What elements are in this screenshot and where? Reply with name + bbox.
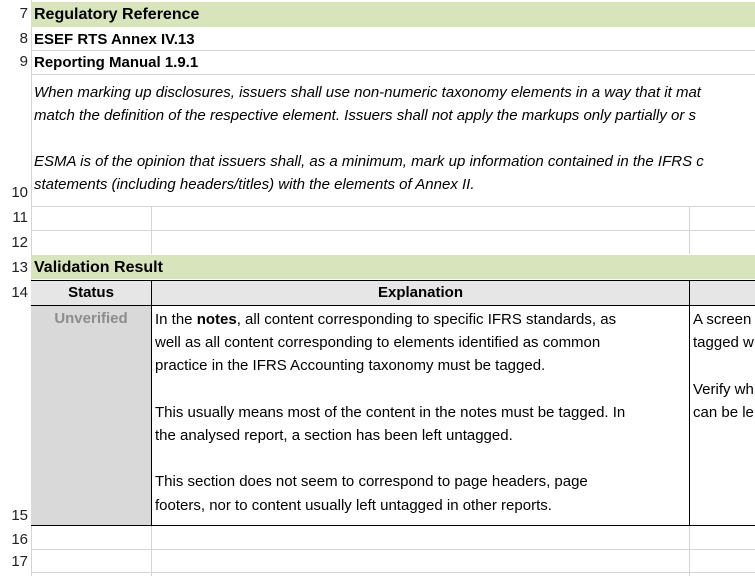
table-column-border [151,280,152,526]
explanation-blank-line [155,378,689,401]
explanation-column-header[interactable]: Explanation [152,281,689,305]
table-column-border [689,280,690,526]
quote-line: ESMA is of the opinion that issuers shall, as a minimum, mark up information contained in the IFRS c [34,153,704,170]
next-column-line: A screen [693,311,752,328]
table-header-border [31,305,755,306]
quote-blank-line [34,127,755,150]
section-title: Regulatory Reference [34,6,200,23]
next-column-line: tagged w [693,334,754,352]
explanation-line: This section does not seem to correspond to page headers, page [155,473,588,491]
explanation-line: the analysed report, a section has been left untagged. [155,427,513,444]
row-number[interactable]: 17 [11,553,28,570]
explanation-line: In the notes, all content corresponding to specific IFRS standards, as [155,311,617,328]
table-border-top [31,280,755,281]
explanation-cell[interactable] [152,306,689,525]
status-cell[interactable] [31,306,151,525]
regulation-quote-cell[interactable] [34,81,755,196]
status-value: Unverified [54,310,128,327]
table-border-bottom [31,525,755,526]
quote-line: match the definition of the respective element. Issuers shall not apply the markups only partially or s [34,107,696,124]
row-number[interactable]: 16 [11,531,28,548]
row-divider [31,230,755,231]
row-number[interactable]: 8 [19,30,28,47]
reference-manual-cell[interactable]: Reporting Manual 1.9.1 [34,54,199,71]
row-divider [31,74,755,75]
row-divider [31,50,755,51]
quote-line: statements (including headers/titles) with the elements of Annex II. [34,176,475,193]
next-column-line: Verify wh [693,380,754,398]
next-column-line: can be le [693,403,754,421]
column-divider [689,526,690,576]
section-title: Validation Result [34,259,163,276]
column-divider [151,526,152,576]
row-number[interactable]: 7 [19,5,28,22]
explanation-line: This usually means most of the content in the notes must be tagged. In [155,403,626,421]
row-divider [31,549,755,550]
row-divider [31,572,755,573]
row-divider [31,206,755,207]
row-number[interactable]: 9 [19,53,28,70]
section-band-validation-result[interactable] [31,255,755,279]
next-column-cell[interactable] [690,306,755,525]
explanation-blank-line [155,447,689,470]
row-number[interactable]: 13 [11,259,28,276]
explanation-line: practice in the IFRS Accounting taxonomy must be tagged. [155,357,546,375]
next-column-blank-line [693,354,755,377]
explanation-line: well as all content corresponding to elements identified as common [155,334,601,352]
row-number[interactable]: 12 [11,234,28,251]
row-number[interactable]: 14 [11,284,28,301]
explanation-line: footers, nor to content usually left untagged in other reports. [155,496,552,514]
next-column-header[interactable] [690,281,755,305]
section-band-regulatory-reference[interactable] [31,2,755,27]
quote-line: When marking up disclosures, issuers shall use non-numeric taxonomy elements in a way that it mat [34,84,701,101]
row-number-gutter [0,0,31,576]
row-number[interactable]: 11 [12,209,28,226]
status-column-header[interactable]: Status [31,281,151,305]
reference-rts-cell[interactable]: ESEF RTS Annex IV.13 [34,31,195,48]
row-number[interactable]: 15 [11,507,28,524]
row-number[interactable]: 10 [11,184,28,201]
